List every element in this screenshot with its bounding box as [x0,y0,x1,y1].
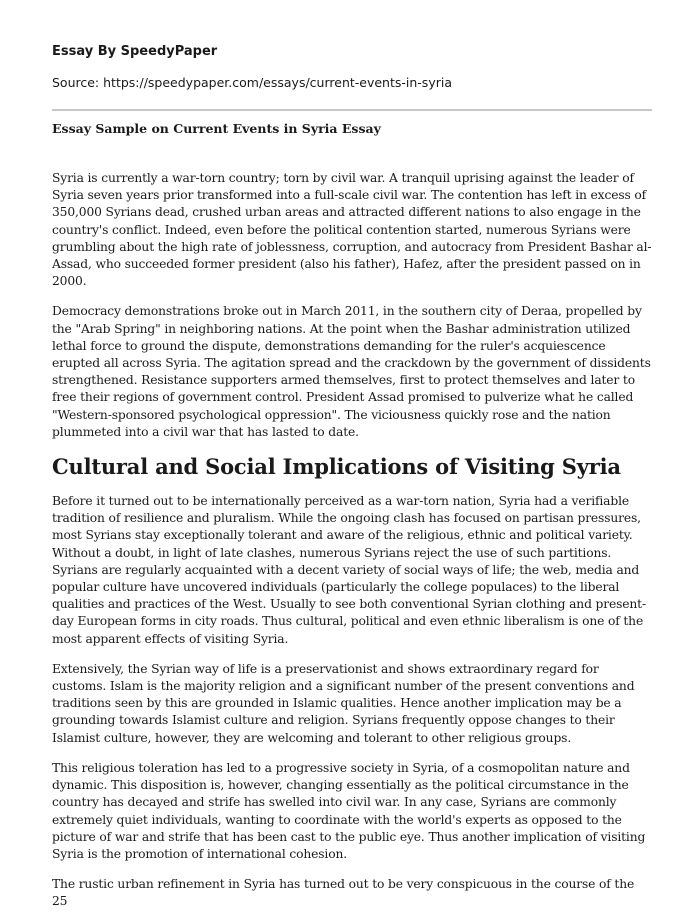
paragraph: Before it turned out to be internationally perceived as a war-torn nation, Syria had a verifiable tradition of resilience and pluralism. While the ongoing clash has focused on partisan pressures, most Syrians stay exceptionally tolerant and aware of the religious, ethnic and political variety. Without a doubt, in light of late clashes, numerous Syrians reject the use of such partitions. Syrians are regularly acquainted with a decent variety of social ways of life; the web, media and popular culture have uncovered individuals (particularly the college populaces) to the liberal qualities and practices of the West. Usually to see both conventional Syrian clothing and present-day European forms in city roads. Thus cultural, political and even ethnic liberalism is one of the most apparent effects of visiting Syria. [52,494,646,646]
page-header [52,43,652,92]
header-divider [52,109,652,111]
publisher-title: Essay By SpeedyPaper [52,44,218,59]
paragraph: Democracy demonstrations broke out in March 2011, in the southern city of Deraa, propelled by the "Arab Spring" in neighboring nations. At the point when the Bashar administration utilized lethal force to ground the dispute, demonstrations demanding for the ruler's acquiescence erupted all across Syria. The agitation spread and the crackdown by the government of dissidents strengthened. Resistance supporters armed themselves, first to protect themselves and later to free their regions of government control. President Assad promised to pulverize what he called "Western-sponsored psychological oppression". The viciousness quickly rose and the nation plummeted into a civil war that has lasted to date. [52,304,651,439]
paragraph: This religious toleration has led to a progressive society in Syria, of a cosmopolitan nature and dynamic. This disposition is, however, changing essentially as the political circumstance in the country has decayed and strife has swelled into civil war. In any case, Syrians are commonly extremely quiet individuals, wanting to coordinate with the world's experts as opposed to the picture of war and strife that has been cast to the public eye. Thus another implication of visiting Syria is the promotion of international cohesion. [52,760,646,861]
paragraph: Syria is currently a war-torn country; torn by civil war. A tranquil uprising against the leader of Syria seven years prior transformed into a full-scale civil war. The contention has left in excess of 350,000 Syrians dead, crushed urban areas and attracted different nations to also engage in the country's conflict. Indeed, even before the political contention started, numerous Syrians were grumbling about the high rate of joblessness, corruption, and autocracy from President Bashar al-Assad, who succeeded former president (also his father), Hafez, after the president passed on in 2000. [52,171,652,289]
section-heading: Cultural and Social Implications of Visiting Syria [52,454,621,480]
paragraph: Extensively, the Syrian way of life is a preservationist and shows extraordinary regard for customs. Islam is the majority religion and a significant number of the present conventions and traditions seen by this are grounded in Islamic qualities. Hence another implication may be a grounding towards Islamist culture and religion. Syrians frequently oppose changes to their Islamist culture, however, they are welcoming and tolerant to other religious groups. [52,661,635,745]
paragraph: The rustic urban refinement in Syria has turned out to be very conspicuous in the course of the 25 [52,877,635,909]
essay-title: Essay Sample on Current Events in Syria Essay [52,121,381,136]
source-line: Source: https://speedypaper.com/essays/current-events-in-syria [52,75,452,90]
essay-body [52,170,652,924]
